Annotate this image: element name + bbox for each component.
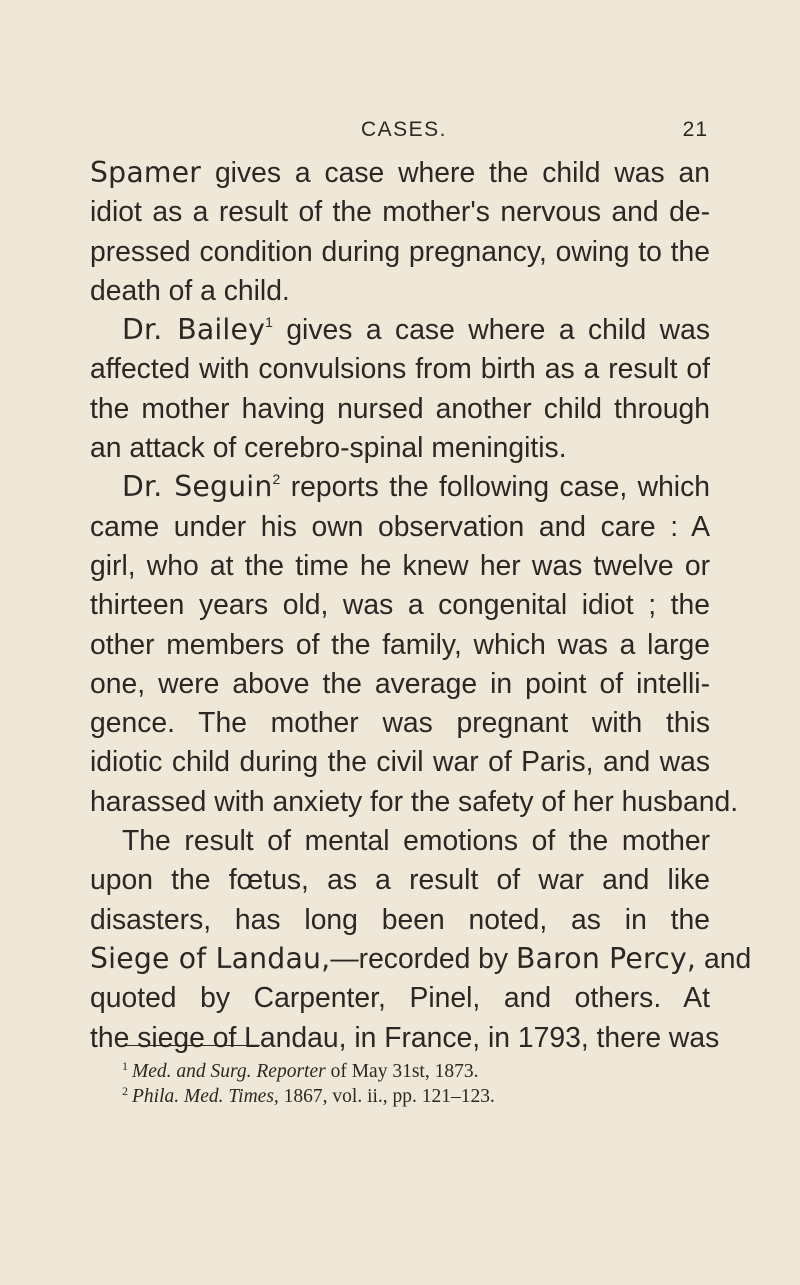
running-title: CASES. [360, 118, 448, 141]
text-line-8: an attack of cerebro-spinal meningitis. [90, 431, 567, 464]
author-name-seguin: Dr. Seguin [122, 470, 273, 504]
text-line-5: Dr. Bailey$^1$ gives a case where a child was [122, 313, 710, 347]
text-line-13: other members of the family, which was a large [90, 627, 710, 660]
author-name-spamer: Spamer [90, 156, 202, 189]
text-line-2: idiot as a result of the mother's nervous and de- [90, 195, 710, 228]
text-line-15: gence. The mother was pregnant with this [90, 706, 710, 739]
text-line-4: death of a child. [90, 273, 290, 306]
page-number: 21 [682, 118, 708, 141]
baron-percy: Baron Percy, [515, 941, 697, 975]
siege-of-landau: Siege of Landau, [90, 941, 331, 975]
running-head [100, 118, 708, 148]
footnote-1-details: of May 31st, 1873. [325, 1061, 479, 1082]
text-line-16: idiotic child during the civil war of Paris, and was [90, 745, 710, 778]
footnote-2-title: Phila. Med. Times, [132, 1086, 279, 1107]
text-line-7: the mother having nursed another child through [90, 391, 710, 424]
footnote-marker-1: 1 [122, 1059, 128, 1073]
text-line-3: pressed condition during pregnancy, owing to the [90, 234, 710, 267]
footnotes [122, 1059, 722, 1109]
text-line-6: affected with convulsions from birth as a result of [90, 352, 710, 385]
footnote-divider [125, 1045, 260, 1046]
footnote-1 [122, 1059, 722, 1084]
footnote-marker-2: 2 [122, 1084, 128, 1098]
footnote-2-details: 1867, vol. ii., pp. 121–123. [278, 1086, 495, 1107]
text-line-9: Dr. Seguin$^2$ reports the following case, which [122, 470, 710, 504]
text-line-1: Spamer gives a case where the child was an [90, 156, 710, 189]
text-line-18: The result of mental emotions of the mother [122, 824, 710, 857]
footnote-2 [122, 1084, 722, 1109]
footnote-ref-1[interactable]: 1 [265, 314, 273, 331]
text-line-12: thirteen years old, was a congenital idiot ; the [90, 588, 710, 621]
footnote-1-title: Med. and Surg. Reporter [132, 1061, 326, 1082]
text-line-20: disasters, has long been noted, as in the [90, 902, 710, 935]
text-line-22: quoted by Carpenter, Pinel, and others. At [90, 981, 710, 1014]
footnote-ref-2[interactable]: 2 [272, 471, 281, 488]
text-line-10: came under his own observation and care : A [90, 509, 710, 542]
author-name-bailey: Dr. Bailey [122, 313, 266, 347]
text-line-21: Siege of Landau,—recorded by Baron Percy, and [90, 941, 752, 975]
text-line-11: girl, who at the time he knew her was twelve or [90, 548, 710, 581]
text-line-19: upon the fœtus, as a result of war and like [90, 863, 710, 896]
body-text [90, 153, 752, 1057]
text-line-14: one, were above the average in point of intelli- [90, 666, 710, 699]
text-line-23: the siege of Landau, in France, in 1793, there was [90, 1020, 720, 1053]
text-line-17: harassed with anxiety for the safety of her husband. [90, 784, 739, 817]
